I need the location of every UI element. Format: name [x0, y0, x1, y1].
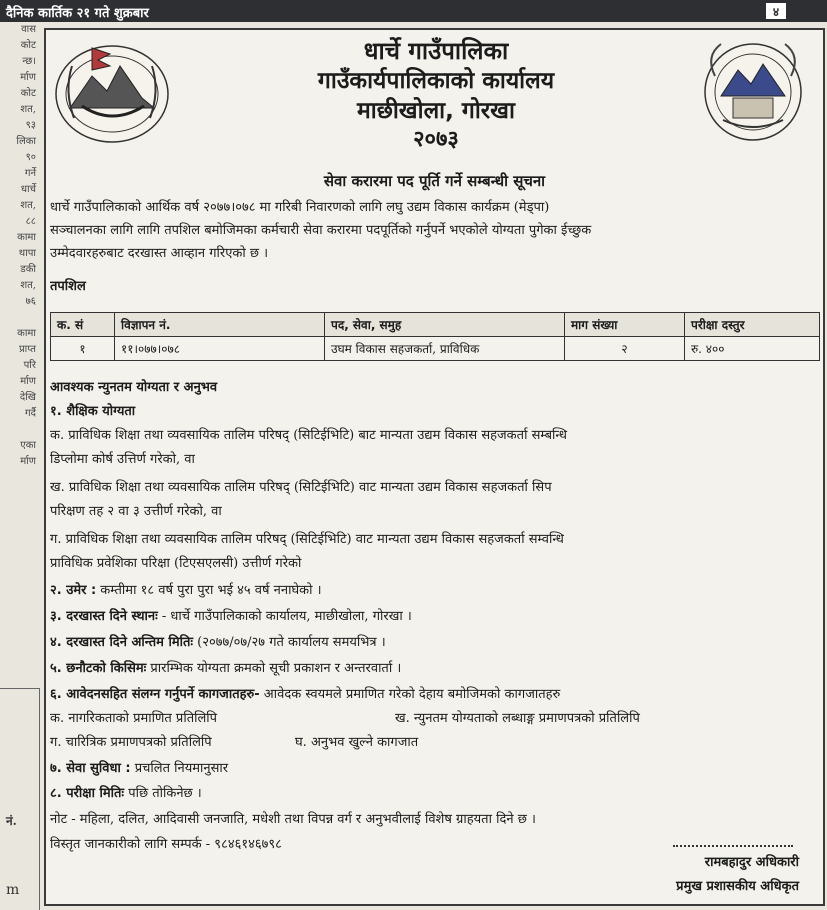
- intro-line-1: धार्चे गाउँपालिकाको आर्थिक वर्ष २०७७।०७८ मा गरिबी निवारणको लागि लघु उद्यम विकास कार्यक्रम (मेड्पा): [50, 200, 550, 215]
- deadline-item: [50, 631, 822, 654]
- documents-row-1: [50, 707, 822, 730]
- col-fee: परीक्षा दस्तुर: [685, 313, 820, 337]
- selection-text: प्रारम्भिक योग्यता क्रमको सूची प्रकाशन र अन्तरवार्ता ।: [146, 661, 402, 676]
- column-fragment: परि: [23, 360, 36, 371]
- column-fragment: देखि: [19, 392, 36, 403]
- education-heading: १. शैक्षिक योग्यता: [50, 404, 136, 419]
- edu-ga-line-1: ग. प्राविधिक शिक्षा तथा व्यवसायिक तालिम परिषद् (सिटिईभिटि) वाट मान्यता उद्यम विकास सहजकर्ता सम्वन्धि: [50, 532, 564, 547]
- intro-line-3: उम्मेदवारहरुबाट दरखास्त आव्हान गरिएको छ ।: [50, 246, 269, 261]
- municipality-name: धार्चे गाउँपालिका: [363, 37, 509, 65]
- column-fragment: लिका: [16, 136, 36, 147]
- column-fragment: कामा: [17, 232, 36, 243]
- column-fragment: कामा: [17, 328, 36, 339]
- exam-text: पछि तोकिनेछ ।: [124, 786, 202, 801]
- masthead-text: दैनिक कार्तिक २१ गते शुक्रबार: [6, 6, 149, 21]
- vacancy-table: [50, 312, 820, 361]
- column-fragment: र्माण: [20, 456, 36, 467]
- office-address: माछीखोला, गोरखा: [357, 98, 515, 124]
- age-item: [50, 579, 822, 602]
- selection-item: [50, 657, 822, 680]
- column-fragment: प्राप्त: [18, 344, 36, 355]
- facility-text: प्रचलित नियमानुसार: [130, 761, 229, 776]
- column-fragment: कोट: [20, 40, 36, 51]
- exam-label: ८. परीक्षा मितिः: [50, 786, 125, 801]
- documents-label: ६. आवेदनसहित संलग्न गर्नुपर्ने कागजातहरु-: [50, 687, 260, 702]
- table-caption: तपशिल: [50, 279, 86, 294]
- qualification-heading: आवश्यक न्युनतम योग्यता र अनुभव: [50, 380, 218, 395]
- documents-item: [50, 683, 822, 706]
- selection-label: ५. छनौटको किसिमः: [50, 661, 147, 676]
- documents-row-2: [50, 731, 822, 754]
- column-fragment: न्छ।: [22, 56, 36, 67]
- col-position: पद, सेवा, समुह: [325, 313, 565, 337]
- column-fragment: गर्दै: [25, 408, 36, 419]
- doc-experience: घ. अनुभव खुल्ने कागजात: [295, 735, 419, 750]
- edu-kha-line-2: परिक्षण तह २ वा ३ उत्तीर्ण गरेको, वा: [50, 504, 222, 519]
- column-fragment: ८८: [25, 216, 36, 227]
- column-fragment: शत,: [20, 104, 36, 115]
- age-text: कम्तीमा १८ वर्ष पुरा पुरा भई ४५ वर्ष ननाघेको ।: [96, 583, 322, 598]
- column-fragment: थापा: [18, 248, 36, 259]
- column-fragment: र्माण: [20, 376, 36, 387]
- edu-ka-line-1: क. प्राविधिक शिक्षा तथा व्यवसायिक तालिम परिषद् (सिटिईभिटि) बाट मान्यता उद्यम विकास सहजकर्ता सम्बन्धि: [50, 428, 567, 443]
- office-year: २०७३: [413, 127, 459, 152]
- column-fragment: गर्ने: [24, 168, 36, 179]
- place-item: [50, 605, 822, 628]
- facility-item: [50, 757, 822, 780]
- deadline-label: ४. दरखास्त दिने अन्तिम मितिः: [50, 635, 194, 650]
- documents-text: आवेदक स्वयमले प्रमाणित गरेको देहाय बमोजिमको कागजातहरु: [259, 687, 561, 702]
- cell-ad-number: ११।०७७।०७८: [115, 337, 325, 361]
- doc-marksheet: ख. न्युनतम योग्यताको लब्धाङ्ग प्रमाणपत्रको प्रतिलिपि: [395, 711, 640, 726]
- column-fragment: [0, 310, 36, 326]
- adjacent-box-text: नं.: [6, 814, 17, 828]
- adjacent-box: [0, 688, 40, 910]
- office-header: [186, 36, 686, 154]
- col-ad-number: विज्ञापन नं.: [115, 313, 325, 337]
- public-notice: [44, 28, 825, 906]
- age-label: २. उमेर :: [50, 583, 97, 598]
- column-fragment: एका: [20, 440, 36, 451]
- col-demand: माग संख्या: [565, 313, 685, 337]
- column-fragment: [0, 422, 36, 438]
- doc-citizenship: क. नागरिकताको प्रमाणित प्रतिलिपि: [50, 711, 218, 726]
- adjacent-box-letter: m: [6, 882, 20, 898]
- col-serial: क. सं: [51, 313, 115, 337]
- deadline-text: (२०७७/०७/२७ गते कार्यालय समयभित्र ।: [193, 635, 386, 650]
- table-header-row: [51, 313, 820, 337]
- gaunpalika-logo-icon: [693, 36, 813, 146]
- column-fragment: कोट: [20, 88, 36, 99]
- signatory-name: रामबहादुर अधिकारी: [704, 855, 799, 870]
- column-fragment: र्माण: [20, 72, 36, 83]
- column-fragment: डकी: [20, 264, 36, 275]
- signature-line: [673, 845, 793, 847]
- cell-position: उघम विकास सहजकर्ता, प्राविधिक: [325, 337, 565, 361]
- intro-line-2: सञ्चालनका लागि लागि तपशिल बमोजिमका कर्मचारी सेवा करारमा पदपूर्तिको गर्नुपर्ने भएकोले योग्यता पुगेका ईच्छुक: [50, 223, 592, 238]
- column-fragment: वास: [21, 24, 36, 35]
- column-fragment: ७६: [25, 296, 36, 307]
- facility-label: ७. सेवा सुविधा :: [50, 761, 131, 776]
- edu-kha-line-1: ख. प्राविधिक शिक्षा तथा व्यवसायिक तालिम परिषद् (सिटिईभिटि) वाट मान्यता उद्यम विकास सहजकर्ता सिप: [50, 480, 552, 495]
- table-row: [51, 337, 820, 361]
- column-fragment: शत,: [20, 200, 36, 211]
- doc-character: ग. चारित्रिक प्रमाणपत्रको प्रतिलिपि: [50, 735, 212, 750]
- edu-ga-line-2: प्राविधिक प्रवेशिका परिक्षा (टिएसएलसी) उत्तीर्ण गरेको: [50, 556, 302, 571]
- page-number: ४: [765, 2, 787, 20]
- cell-serial: १: [51, 337, 115, 361]
- column-fragment: ९३: [25, 120, 36, 131]
- notice-title: सेवा करारमा पद पूर्ति गर्ने सम्बन्धी सूचना: [323, 172, 546, 190]
- column-fragment: शत,: [20, 280, 36, 291]
- cell-fee: रु. ४००: [685, 337, 820, 361]
- column-fragment: धार्चे: [20, 184, 36, 195]
- note-text: नोट - महिला, दलित, आदिवासी जनजाति, मधेशी तथा विपन्न वर्ग र अनुभवीलाई विशेष ग्राहयता दिने छ ।: [50, 812, 536, 827]
- office-name: गाउँकार्यपालिकाको कार्यालय: [317, 68, 555, 94]
- column-fragment: ९०: [25, 152, 36, 163]
- nepal-emblem-icon: [52, 36, 172, 146]
- place-label: ३. दरखास्त दिने स्थानः: [50, 609, 158, 624]
- place-text: - धार्चे गाउँपालिकाको कार्यालय, माछीखोला, गोरखा ।: [157, 609, 412, 624]
- cell-demand: २: [565, 337, 685, 361]
- newspaper-masthead: [0, 0, 827, 22]
- signatory-title: प्रमुख प्रशासकीय अधिकृत: [676, 879, 799, 894]
- edu-ka-line-2: डिप्लोमा कोर्ष उत्तिर्ण गरेको, वा: [50, 452, 195, 467]
- contact-text: विस्तृत जानकारीको लागि सम्पर्क - ९८४६१४६७९८: [50, 837, 282, 852]
- exam-item: [50, 782, 822, 805]
